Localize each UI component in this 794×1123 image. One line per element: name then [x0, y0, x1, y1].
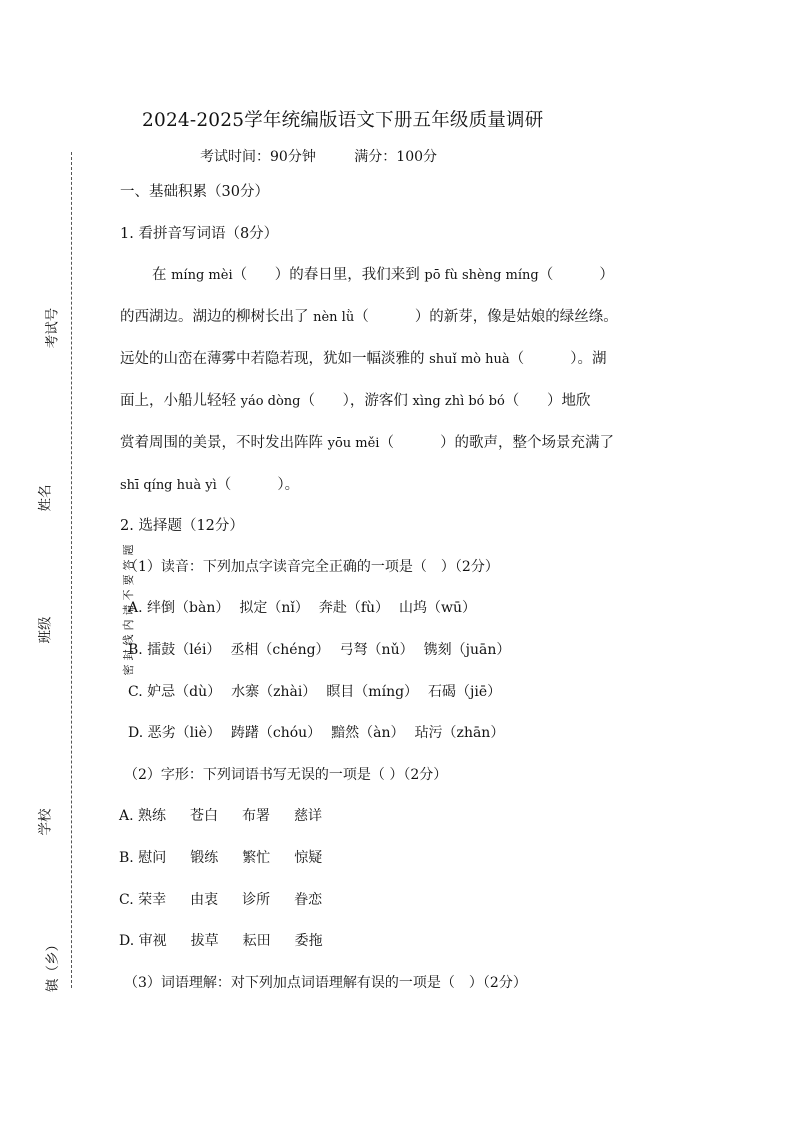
answer-blank — [369, 309, 415, 325]
passage-line — [120, 473, 299, 494]
pinyin: pō fù shèng míng — [424, 268, 539, 283]
passage-line — [120, 305, 618, 326]
pinyin: xìng zhì bó bó — [412, 394, 505, 409]
option-item: A. 熟练 — [119, 808, 167, 824]
pinyin: shuǐ mò huà — [429, 352, 510, 367]
exam-title: 2024-2025学年统编版语文下册五年级质量调研 — [142, 110, 544, 131]
answer-blank — [553, 267, 599, 283]
question-2-heading: 2. 选择题（12分） — [120, 518, 244, 534]
passage-text: （ — [538, 267, 554, 283]
passage-text: （ — [300, 393, 316, 409]
answer-blank — [247, 267, 275, 283]
pinyin: míng mèi — [171, 268, 233, 283]
option-row[interactable] — [128, 681, 511, 701]
passage-text: ）的春日里，我们来到 — [274, 267, 425, 283]
option-item: 繁忙 — [242, 850, 271, 866]
option-item: C. 妒忌（dù） — [128, 684, 222, 700]
passage-text: ）地欣 — [546, 393, 591, 409]
sub-question-1-stem: （1）读音：下列加点字读音完全正确的一项是（ ）（2分） — [124, 559, 499, 575]
passage-line — [120, 389, 590, 410]
option-row[interactable] — [128, 722, 514, 742]
option-item: 奔赴（fù） — [318, 600, 390, 616]
name-label: 姓名 — [37, 484, 54, 512]
town-label: 镇（乡） — [45, 938, 61, 992]
passage-text: 赏着周围的美景，不时发出阵阵 — [120, 435, 328, 451]
seal-line-warning: 密封线内请不要答题 — [122, 540, 135, 676]
option-item: 慈详 — [294, 808, 323, 824]
answer-blank — [519, 393, 547, 409]
option-item: 水寨（zhài） — [231, 684, 317, 700]
option-item: D. 恶劣（liè） — [128, 725, 221, 741]
pinyin: yáo dòng — [240, 394, 301, 409]
option-item: 惊疑 — [294, 850, 323, 866]
option-item: 诊所 — [242, 892, 271, 908]
option-item: 弓弩（nǔ） — [339, 642, 414, 658]
option-item: 山坞（wū） — [399, 600, 477, 616]
passage-text: （ — [509, 351, 525, 367]
exam-info — [200, 146, 471, 166]
answer-blank — [394, 435, 440, 451]
option-item: 黯然（àn） — [331, 725, 405, 741]
option-item: D. 审视 — [119, 933, 167, 949]
answer-blank — [524, 351, 570, 367]
option-item: 由衷 — [190, 892, 219, 908]
passage-text: ）。湖 — [570, 351, 607, 367]
option-row[interactable] — [128, 597, 486, 617]
passage-text: ） — [599, 267, 614, 283]
passage-text: （ — [354, 309, 369, 325]
passage-text: ），游客们 — [342, 393, 413, 409]
option-row[interactable] — [128, 639, 520, 659]
passage-line — [120, 431, 614, 452]
option-item: 踌躇（chóu） — [230, 725, 322, 741]
passage-text: 的西湖边。湖边的柳树长出了 — [120, 309, 314, 325]
class-label: 班级 — [37, 616, 54, 644]
option-item: 耘田 — [242, 933, 271, 949]
passage-text: （ — [504, 393, 520, 409]
answer-blank — [231, 477, 277, 493]
sub-question-2-stem: （2）字形：下列词语书写无误的一项是（ ）（2分） — [124, 767, 448, 783]
passage-text: 远处的山峦在薄雾中若隐若现，犹如一幅淡雅的 — [120, 351, 430, 367]
answer-blank — [315, 393, 343, 409]
passage-line — [152, 263, 614, 284]
passage-text: ）的歌声，整个场景充满了 — [440, 435, 615, 451]
option-item: 眷恋 — [294, 892, 323, 908]
option-item: 镌刻（juān） — [423, 642, 511, 658]
option-item: 拔草 — [190, 933, 219, 949]
option-item: B. 慰问 — [119, 850, 167, 866]
option-item: 委拖 — [294, 933, 323, 949]
pinyin: shī qíng huà yì — [120, 478, 217, 493]
option-item: 丞相（chéng） — [230, 642, 330, 658]
pinyin: nèn lǜ — [313, 310, 355, 325]
exam-time: 考试时间：90分钟 — [200, 149, 316, 165]
option-item: 玷污（zhān） — [414, 725, 505, 741]
school-label: 学校 — [37, 808, 54, 836]
passage-text: （ — [232, 267, 248, 283]
passage-text: ）的新芽，像是姑娘的绿丝绦。 — [414, 309, 618, 325]
option-item: A. 绊倒（bàn） — [128, 600, 230, 616]
section-heading: 一、基础积累（30分） — [120, 184, 269, 200]
exam-number-label: 考试号 — [44, 307, 61, 349]
option-row[interactable] — [119, 805, 346, 825]
option-item: 布署 — [242, 808, 271, 824]
option-row[interactable] — [119, 930, 347, 950]
passage-text: 面上，小船儿轻轻 — [120, 393, 241, 409]
option-item: B. 擂鼓（léi） — [128, 642, 221, 658]
passage-text: ）。 — [277, 477, 300, 493]
option-item: 拟定（nǐ） — [239, 600, 309, 616]
sub-question-3-stem: （3）词语理解：对下列加点词语理解有误的一项是（ ）（2分） — [124, 975, 527, 991]
option-item: 锻练 — [190, 850, 219, 866]
option-item: 苍白 — [190, 808, 219, 824]
question-1-heading: 1. 看拼音写词语（8分） — [120, 226, 279, 242]
pinyin: yōu měi — [327, 436, 380, 451]
exam-full-score: 满分：100分 — [354, 149, 438, 165]
passage-text: （ — [379, 435, 394, 451]
passage-text: （ — [216, 477, 232, 493]
option-item: 瞑目（míng） — [326, 684, 419, 700]
option-row[interactable] — [119, 889, 346, 909]
passage-text: 在 — [152, 267, 172, 283]
binding-line — [71, 152, 72, 988]
passage-line — [120, 347, 606, 368]
option-row[interactable] — [119, 847, 346, 867]
option-item: 石碣（jiē） — [428, 684, 502, 700]
option-item: C. 荣幸 — [119, 892, 167, 908]
